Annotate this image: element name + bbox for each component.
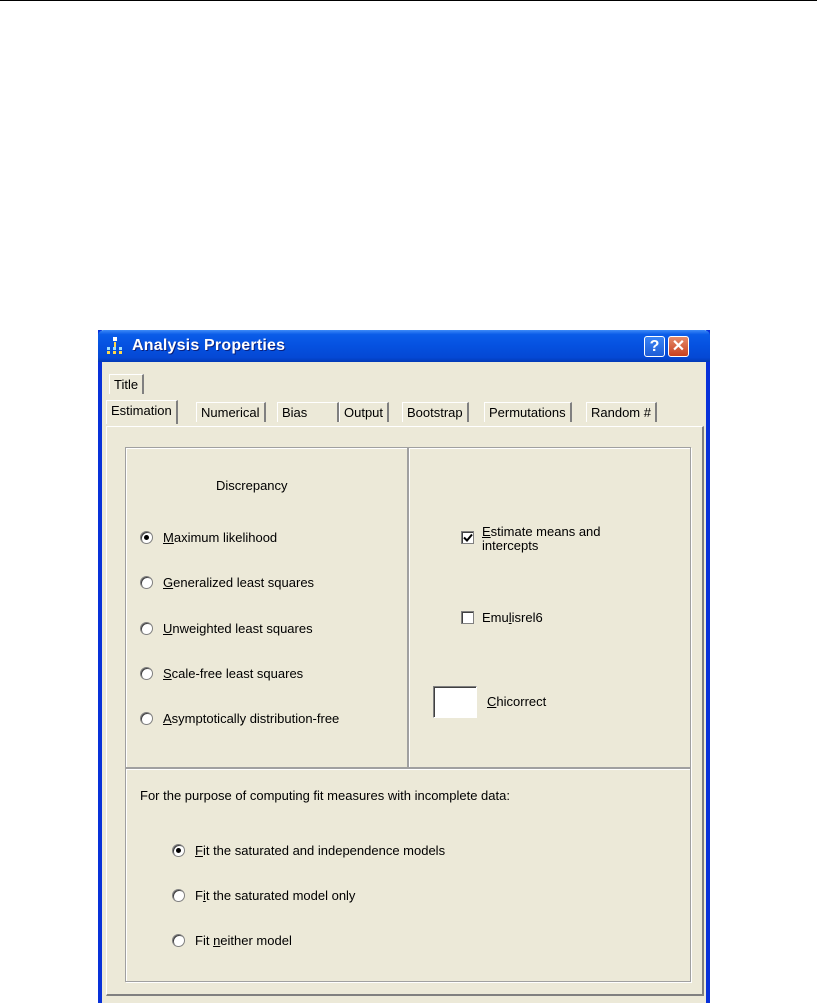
analysis-properties-dialog [98, 330, 710, 1003]
radio-label: Generalized least squares [163, 575, 315, 590]
radio-button[interactable] [172, 934, 185, 947]
radio-unweighted-least-squares[interactable] [140, 621, 313, 636]
chicorrect-label: Chicorrect [487, 694, 547, 709]
radio-label: Fit neither model [195, 933, 292, 948]
help-button[interactable]: ? [644, 336, 665, 357]
estimation-tab-panel [106, 426, 704, 996]
checkbox-emulisrel6[interactable] [461, 610, 543, 625]
radio-label: Fit the saturated and independence models [195, 843, 446, 858]
radio-scale-free-least-squares[interactable] [140, 666, 303, 681]
incomplete-data-group [125, 768, 691, 982]
radio-label: Asymptotically distribution-free [163, 711, 340, 726]
radio-label: Maximum likelihood [163, 530, 278, 545]
close-button[interactable]: ✕ [668, 336, 689, 357]
tab-random[interactable]: Random # [586, 402, 657, 422]
radio-button[interactable] [172, 844, 185, 857]
radio-label: Unweighted least squares [163, 621, 313, 636]
checkbox-label: Estimate means and intercepts [482, 524, 601, 553]
tab-title[interactable]: Title [109, 374, 144, 394]
window-title: Analysis Properties [132, 337, 286, 354]
radio-asymptotically-distribution-free[interactable] [140, 711, 339, 726]
radio-maximum-likelihood[interactable] [140, 530, 277, 545]
incomplete-data-heading: For the purpose of computing fit measures with incomplete data: [140, 788, 510, 803]
tab-bias[interactable]: Bias [277, 402, 339, 422]
radio-generalized-least-squares[interactable] [140, 575, 314, 590]
tab-numerical[interactable]: Numerical [196, 402, 266, 422]
checkbox[interactable] [461, 611, 474, 624]
radio-button[interactable] [172, 889, 185, 902]
discrepancy-group [125, 447, 408, 768]
estimation-options-group [408, 447, 691, 768]
radio-fit-saturated-only[interactable] [172, 888, 355, 903]
tab-output[interactable]: Output [339, 402, 389, 422]
radio-fit-saturated-and-independence[interactable] [172, 843, 445, 858]
checkbox-estimate-means[interactable] [461, 525, 601, 553]
radio-label: Scale-free least squares [163, 666, 304, 681]
radio-button[interactable] [140, 667, 153, 680]
radio-button[interactable] [140, 622, 153, 635]
radio-button[interactable] [140, 576, 153, 589]
radio-button[interactable] [140, 712, 153, 725]
radio-label: Fit the saturated model only [195, 888, 356, 903]
checkbox-label: Emulisrel6 [482, 610, 543, 625]
tab-permutations[interactable]: Permutations [484, 402, 572, 422]
amos-app-icon [105, 337, 125, 355]
discrepancy-heading: Discrepancy [216, 478, 288, 493]
tab-bootstrap[interactable]: Bootstrap [402, 402, 469, 422]
chicorrect-input[interactable] [433, 686, 477, 718]
radio-fit-neither-model[interactable] [172, 933, 292, 948]
page-top-rule [0, 0, 817, 1]
tab-estimation[interactable]: Estimation [106, 400, 178, 424]
radio-button[interactable] [140, 531, 153, 544]
checkbox[interactable] [461, 531, 474, 544]
checkmark-icon [463, 533, 473, 543]
title-bar[interactable] [98, 330, 710, 362]
